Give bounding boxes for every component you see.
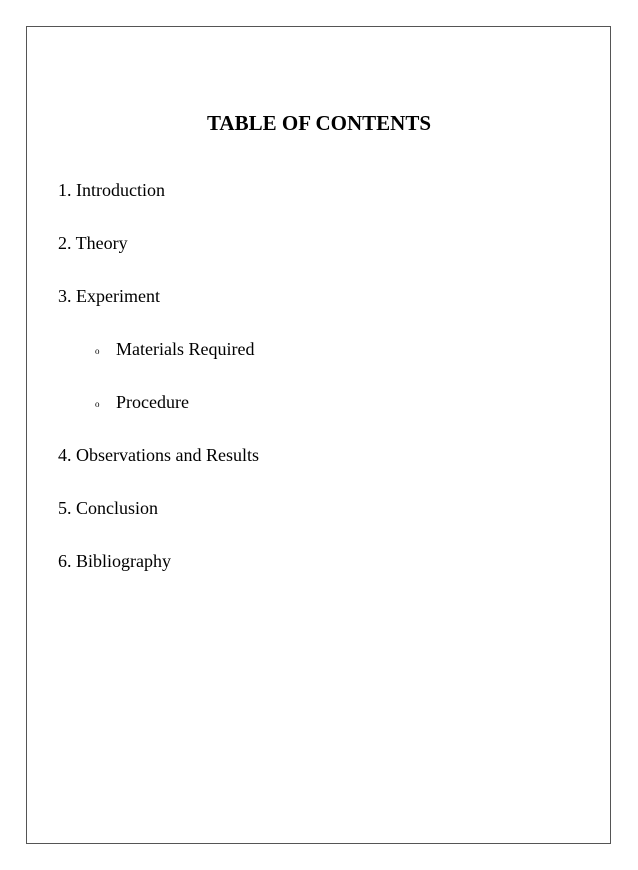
page-title: TABLE OF CONTENTS	[206, 111, 432, 135]
hollow-bullet-icon: o	[95, 346, 100, 356]
toc-item-observations-and-results: 4. Observations and Results	[58, 445, 259, 465]
toc-item-theory: 2. Theory	[58, 233, 128, 253]
toc-subitem-materials-required	[95, 338, 254, 362]
toc-subitem-procedure	[95, 391, 189, 415]
toc-item-bibliography: 6. Bibliography	[58, 551, 171, 571]
toc-subitem-label: Materials Required	[116, 339, 255, 359]
page-border	[26, 26, 611, 844]
hollow-bullet-icon: o	[95, 399, 100, 409]
toc-item-introduction: 1. Introduction	[58, 180, 165, 200]
toc-item-experiment: 3. Experiment	[58, 286, 160, 306]
toc-item-conclusion: 5. Conclusion	[58, 498, 159, 518]
toc-subitem-label: Procedure	[116, 392, 189, 412]
